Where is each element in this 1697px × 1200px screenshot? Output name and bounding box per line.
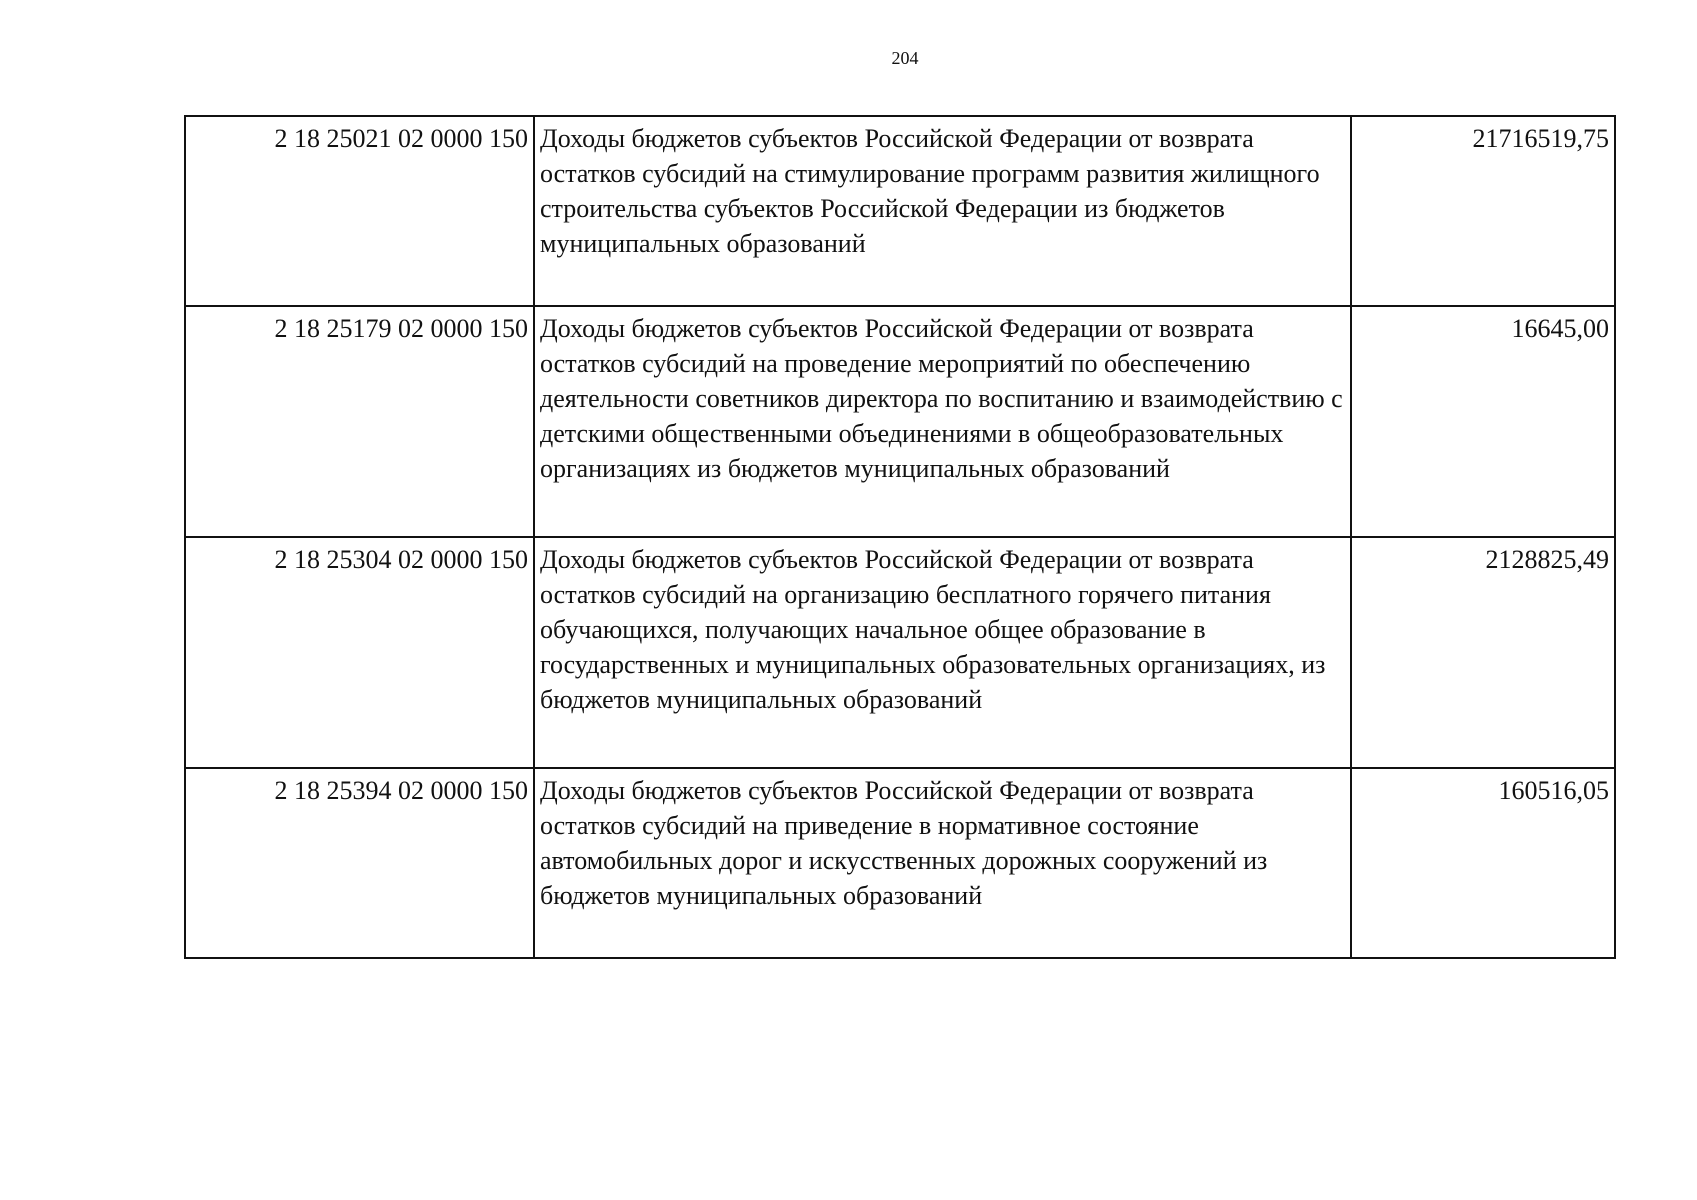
table-row — [185, 768, 1615, 958]
amount-cell: 160516,05 — [1351, 768, 1615, 958]
budget-code-cell: 2 18 25394 02 0000 150 — [185, 768, 534, 958]
amount-cell: 16645,00 — [1351, 306, 1615, 537]
budget-code-cell: 2 18 25179 02 0000 150 — [185, 306, 534, 537]
table-row — [185, 306, 1615, 537]
budget-code-cell: 2 18 25304 02 0000 150 — [185, 537, 534, 768]
description-cell: Доходы бюджетов субъектов Российской Федерации от возврата остатков субсидий на проведение мероприятий по обеспечению деятельности советников директора по воспитанию и взаимодействию с детскими общественными объединениями в общеобразовательных организациях из бюджетов муниципальных образований — [534, 306, 1351, 537]
revenue-table — [184, 115, 1616, 959]
page-number: 204 — [891, 48, 919, 68]
description-cell: Доходы бюджетов субъектов Российской Федерации от возврата остатков субсидий на организацию бесплатного горячего питания обучающихся, получающих начальное общее образование в государственных и муниципальных образовательных организациях, из бюджетов муниципальных образований — [534, 537, 1351, 768]
budget-code-cell: 2 18 25021 02 0000 150 — [185, 116, 534, 306]
description-cell: Доходы бюджетов субъектов Российской Федерации от возврата остатков субсидий на приведение в нормативное состояние автомобильных дорог и искусственных дорожных сооружений из бюджетов муниципальных образований — [534, 768, 1351, 958]
description-cell: Доходы бюджетов субъектов Российской Федерации от возврата остатков субсидий на стимулирование программ развития жилищного строительства субъектов Российской Федерации из бюджетов муниципальных образований — [534, 116, 1351, 306]
table-row — [185, 116, 1615, 306]
amount-cell: 21716519,75 — [1351, 116, 1615, 306]
table-row — [185, 537, 1615, 768]
amount-cell: 2128825,49 — [1351, 537, 1615, 768]
